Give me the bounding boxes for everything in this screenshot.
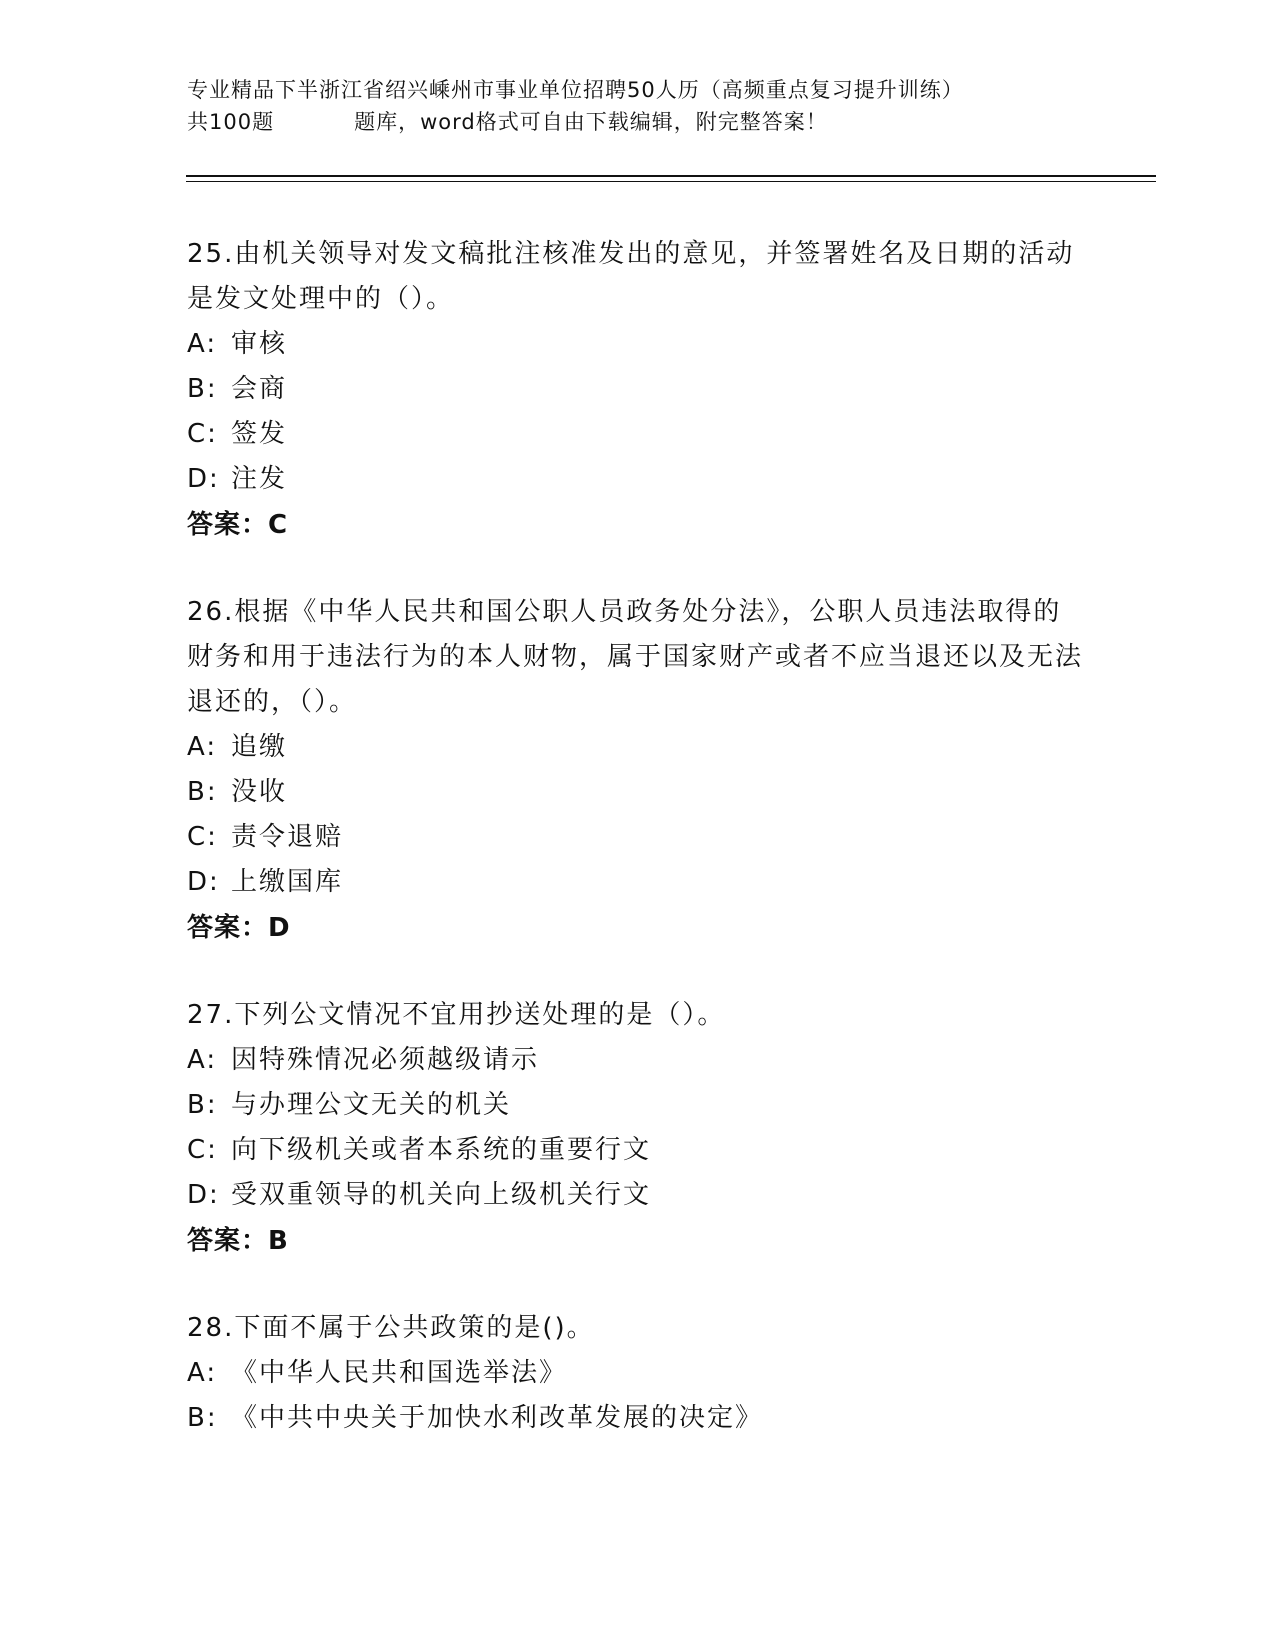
option-text: 注发 xyxy=(231,464,288,494)
option-label: D: xyxy=(187,867,220,897)
question-27 xyxy=(187,993,1087,1264)
option-text: 《中共中央关于加快水利改革发展的决定》 xyxy=(231,1403,764,1433)
document-header xyxy=(187,74,1087,138)
option-text: 上缴国库 xyxy=(231,867,344,897)
option-label: D: xyxy=(187,1180,220,1210)
header-divider xyxy=(186,175,1156,177)
option-text: 与办理公文无关的机关 xyxy=(231,1090,512,1120)
option-label: C: xyxy=(187,822,218,852)
option-text: 责令退赔 xyxy=(231,822,344,852)
option-label: C: xyxy=(187,1135,218,1165)
question-stem: 25.由机关领导对发文稿批注核准发出的意见，并签署姓名及日期的活动是发文处理中的（）。 xyxy=(187,239,1075,314)
answer: 答案：D xyxy=(187,913,291,943)
option-label: B: xyxy=(187,374,218,404)
option-label: B: xyxy=(187,777,218,807)
option-label: D: xyxy=(187,464,220,494)
question-stem: 27.下列公文情况不宜用抄送处理的是（）。 xyxy=(187,1000,726,1030)
option-c xyxy=(187,412,1087,457)
option-b xyxy=(187,770,1087,815)
option-text: 签发 xyxy=(231,419,288,449)
option-text: 审核 xyxy=(231,329,288,359)
option-label: A: xyxy=(187,732,218,762)
answer: 答案：B xyxy=(187,1226,289,1256)
option-text: 没收 xyxy=(231,777,288,807)
option-a xyxy=(187,1351,1087,1396)
option-text: 追缴 xyxy=(231,732,288,762)
option-a xyxy=(187,1038,1087,1083)
option-text: 《中华人民共和国选举法》 xyxy=(231,1358,568,1388)
option-label: B: xyxy=(187,1090,218,1120)
option-a xyxy=(187,322,1087,367)
header-description: 题库，word格式可自由下载编辑，附完整答案！ xyxy=(354,110,828,134)
question-28 xyxy=(187,1306,1087,1441)
option-d xyxy=(187,860,1087,905)
question-25 xyxy=(187,232,1087,548)
header-divider-thin xyxy=(186,181,1156,182)
option-label: B: xyxy=(187,1403,218,1433)
option-d xyxy=(187,457,1087,502)
option-a xyxy=(187,725,1087,770)
question-stem: 26.根据《中华人民共和国公职人员政务处分法》，公职人员违法取得的财务和用于违法行为的本人财物，属于国家财产或者不应当退还以及无法退还的，（）。 xyxy=(187,597,1084,717)
option-label: A: xyxy=(187,1045,218,1075)
option-text: 会商 xyxy=(231,374,288,404)
option-label: A: xyxy=(187,329,218,359)
option-label: C: xyxy=(187,419,218,449)
option-d xyxy=(187,1173,1087,1218)
option-b xyxy=(187,1396,1087,1441)
question-26 xyxy=(187,590,1087,951)
question-stem: 28.下面不属于公共政策的是()。 xyxy=(187,1313,595,1343)
option-b xyxy=(187,367,1087,412)
header-count: 共100题 xyxy=(187,110,275,134)
option-c xyxy=(187,815,1087,860)
answer: 答案：C xyxy=(187,510,289,540)
option-text: 受双重领导的机关向上级机关行文 xyxy=(231,1180,652,1210)
question-list xyxy=(187,232,1087,1483)
option-text: 因特殊情况必须越级请示 xyxy=(231,1045,540,1075)
option-text: 向下级机关或者本系统的重要行文 xyxy=(231,1135,652,1165)
option-b xyxy=(187,1083,1087,1128)
header-title: 专业精品下半浙江省绍兴嵊州市事业单位招聘50人历（高频重点复习提升训练） xyxy=(187,78,964,102)
option-c xyxy=(187,1128,1087,1173)
header-subtitle xyxy=(187,106,1087,138)
option-label: A: xyxy=(187,1358,218,1388)
